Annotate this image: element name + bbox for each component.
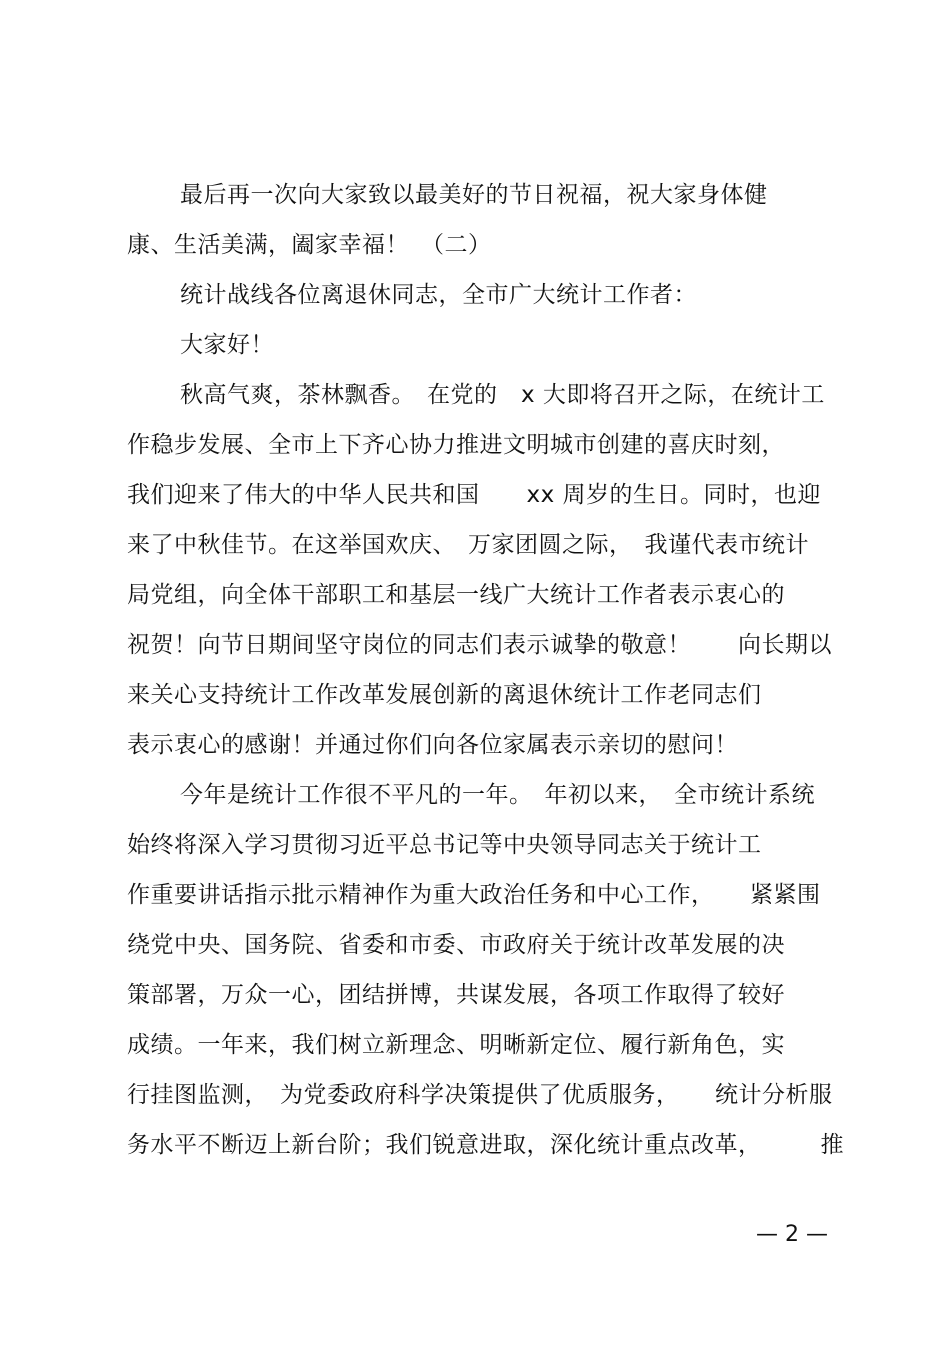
- text-line: 统计战线各位离退休同志，全市广大统计工作者：: [180, 282, 697, 308]
- text-line: 行挂图监测， 为党委政府科学决策提供了优质服务， 统计分析服: [127, 1082, 833, 1108]
- text-line: 局党组，向全体干部职工和基层一线广大统计工作者表示衷心的: [127, 582, 785, 608]
- page-number: — 2 —: [756, 1222, 828, 1247]
- text-line: 始终将深入学习贯彻习近平总书记等中央领导同志关于统计工: [127, 832, 762, 858]
- text-line: 务水平不断迈上新台阶；我们锐意进取，深化统计重点改革， 推: [127, 1132, 844, 1158]
- text-line: 成绩。一年来，我们树立新理念、明晰新定位、履行新角色，实: [127, 1032, 785, 1058]
- text-line: 祝贺！向节日期间坚守岗位的同志们表示诚挚的敬意！ 向长期以: [127, 632, 832, 658]
- text-line: 绕党中央、国务院、省委和市委、市政府关于统计改革发展的决: [127, 932, 785, 958]
- text-line: 来关心支持统计工作改革发展创新的离退休统计工作老同志们: [127, 682, 762, 708]
- text-line: 作重要讲话指示批示精神作为重大政治任务和中心工作， 紧紧围: [127, 882, 821, 908]
- text-line: 表示衷心的感谢！并通过你们向各位家属表示亲切的慰问！: [127, 732, 738, 758]
- text-line: 今年是统计工作很不平凡的一年。 年初以来， 全市统计系统: [180, 782, 815, 808]
- text-line: 作稳步发展、全市上下齐心协力推进文明城市创建的喜庆时刻，: [127, 432, 785, 458]
- text-line: 策部署，万众一心，团结拼博，共谋发展，各项工作取得了较好: [127, 982, 785, 1008]
- text-line: 秋高气爽，茶林飘香。 在党的 x 大即将召开之际，在统计工: [180, 382, 825, 408]
- text-line: 最后再一次向大家致以最美好的节日祝福，祝大家身体健: [180, 182, 768, 208]
- text-line: 我们迎来了伟大的中华人民共和国 xx 周岁的生日。同时，也迎: [127, 482, 822, 508]
- text-line: 康、生活美满，阖家幸福！ （二）: [127, 232, 492, 258]
- text-line: 来了中秋佳节。在这举国欢庆、 万家团圆之际， 我谨代表市统计: [127, 532, 809, 558]
- text-line: 大家好！: [180, 332, 274, 358]
